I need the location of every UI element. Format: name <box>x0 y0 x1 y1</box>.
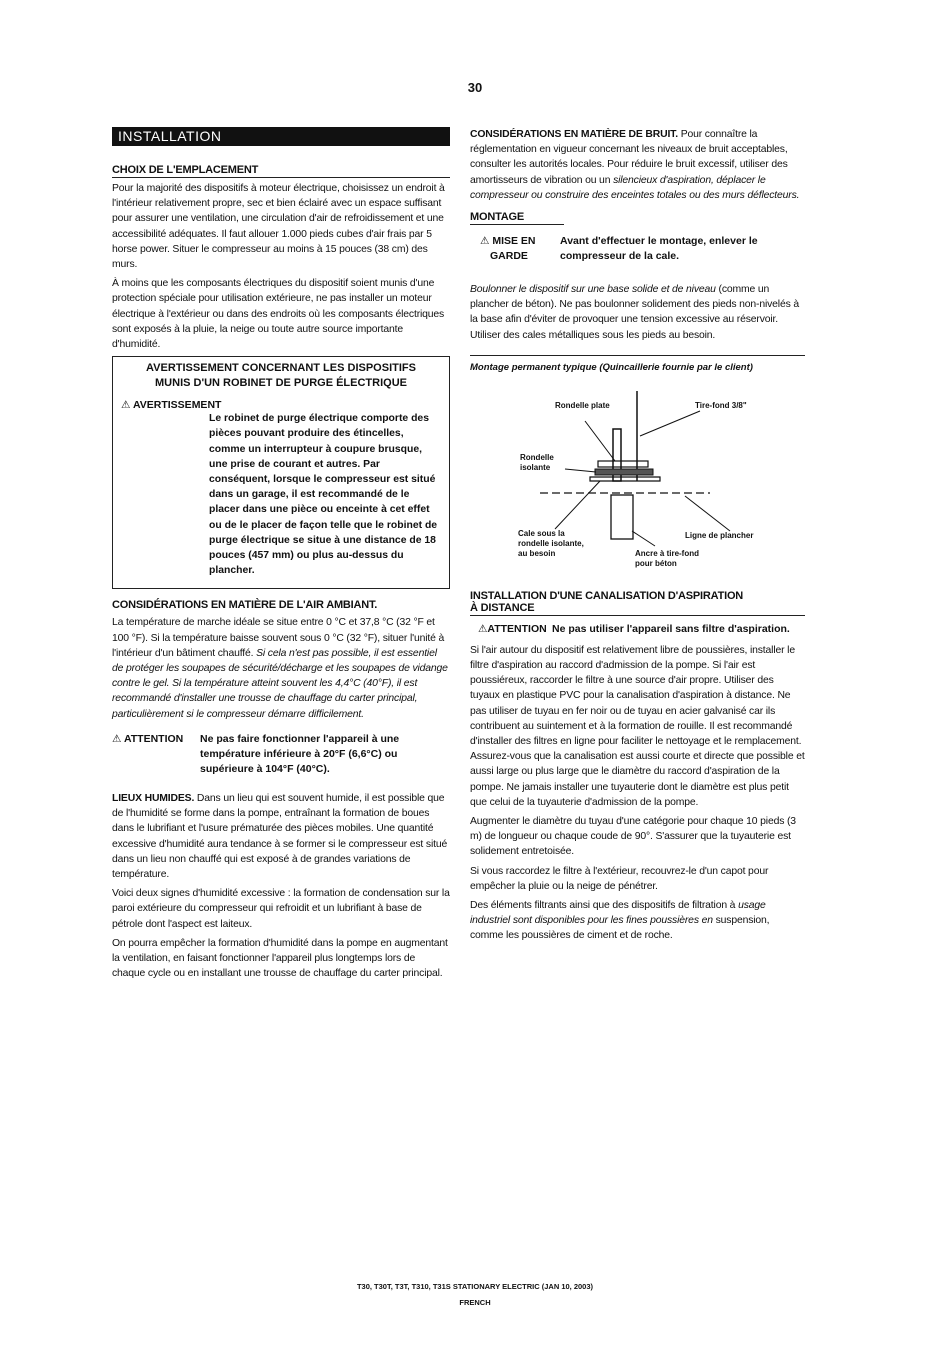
ambient-text-italic: Si cela n'est pas possible, il est essentiel de protéger les soupapes de sécurité/décharge et les soupapes de vidange contre le gel. Si la température atteint souvent les 4,4°C (40°F), il est recommandé d'installer une trousse de chauffage du carter principal, particulièrement si le compresseur démarre difficilement. <box>112 647 448 720</box>
leader-anchor <box>632 531 655 546</box>
mount-text-italic: Boulonner le dispositif sur une base solide et de niveau <box>470 284 716 296</box>
mount-paragraph <box>470 282 805 343</box>
remote-paragraph-2: Augmenter le diamètre du tuyau d'une catégorie pour chaque 10 pieds (3 m) de longueur ou chaque coude de 90°. S'assurer que la tuyauterie est solidement entretoisée. <box>470 816 796 858</box>
noise-text-plain: Pour connaître la réglementation en vigueur concernant les niveaux de bruit acceptables, consulter les autorités locales. Pour réduire le bruit excessif, utiliser des amortisseurs de vibration ou un <box>470 129 788 186</box>
remote-intake-heading-line-1: INSTALLATION D'UNE CANALISATION D'ASPIRATION <box>470 589 744 602</box>
label-shims-line-3: au besoin <box>518 548 556 558</box>
filter-caution <box>470 622 805 637</box>
label-shims-line-2: rondelle isolante, <box>518 538 584 548</box>
humid-lead: LIEUX HUMIDES. <box>112 792 195 804</box>
footer-model-line: T30, T30T, T3T, T310, T31S STATIONARY ELECTRIC (JAN 10, 2003) <box>356 1282 594 1291</box>
filter-caution-triangle-icon: ⚠ <box>478 622 488 635</box>
label-anchor-line-1: Ancre à tire-fond <box>635 548 700 558</box>
isolator-washer-shape <box>595 469 653 475</box>
humid-paragraph-1 <box>112 791 450 882</box>
warning-label <box>121 399 441 411</box>
label-shims-line-1: Cale sous la <box>518 528 565 538</box>
warning-text: Le robinet de purge électrique comporte des pièces pouvant produire des étincelles, comme un interrupteur à coupure brusque, une prise de courant et autres. Par conséquent, lorsque le compresseur est situé dans un garage, il est recommandé de le placer dans une pièce ou enceinte à cet effet ou de le placer de façon telle que le robinet de purge électrique se situe à une distance de 18 pouces (457 mm) ou plus au-dessus du plancher. <box>209 413 438 577</box>
mount-caution-label-line-2: GARDE <box>490 250 528 263</box>
filter-caution-label <box>470 622 552 637</box>
leader-plate-washer <box>585 421 615 461</box>
warning-label-text: AVERTISSEMENT <box>132 399 222 412</box>
humid-text-1: Dans un lieu qui est souvent humide, il est possible que de l'humidité se forme dans la pompe, entraînant la formation de boues dans le lubrifiant et l'usure prématurée des pièces mobiles. Une quantité excessive d'humidité aura tendance à se former si le compresseur est situé dans un lieu non chauffé qui est exposé à de grandes variations de température. <box>112 792 448 880</box>
remote-paragraph-4 <box>470 898 805 944</box>
site-heading: CHOIX DE L'EMPLACEMENT <box>112 164 450 178</box>
plate-washer-shape <box>598 461 648 467</box>
ambient-text-plain: La température de marche idéale se situe entre 0 °C et 37,8 °C (32 °F et 100 °F). Si la température baisse souvent sous 0 °C (32 °F), situer l'unité à l'intérieur d'un bâtiment chauffé. <box>112 617 445 659</box>
mount-caution-text: Avant d'effectuer le montage, enlever le compresseur de la cale. <box>560 235 758 263</box>
electric-drain-warning-box <box>112 356 450 589</box>
remote-text-4-end: suspension, comme les poussières de ciment et de roche. <box>470 915 770 942</box>
mount-caution-label-line-1: MISE EN <box>492 235 536 248</box>
mount-caution <box>470 234 805 264</box>
caution-triangle-icon: ⚠ <box>112 732 122 745</box>
label-isolator-washer <box>520 453 554 473</box>
remote-intake-heading <box>470 590 805 616</box>
remote-paragraph-1: Si l'air autour du dispositif est relativement libre de poussières, installer le filtre d'aspiration au raccord d'admission de la pompe. Si l'air est poussiéreux, raccorder le filtre à une source d'air propre. Utiliser des tuyaux en plastique PVC pour la canalisation d'aspiration à distance. Ne pas utiliser de tuyau en fer noir ou de tuyau en acier galvanisé car ils contribuent au suintement et à la formation de rouille. Il est recommandé d'installer des filtres en ligne pour faciliter le nettoyage et le remplacement. Assurez-vous que la canalisation est aussi courte et directe que possible et aussi large ou plus large que le diamètre du raccord d'aspiration de la pompe. Ne jamais installer une tuyauterie dont le diamètre est plus petit que celui de la tuyauterie d'admission de la pompe. <box>470 644 805 808</box>
leader-floor-line <box>685 496 730 531</box>
mount-caution-label <box>470 234 560 264</box>
label-anchor-line-2: pour béton <box>635 558 677 568</box>
ambient-heading: CONSIDÉRATIONS EN MATIÈRE DE L'AIR AMBIANT. <box>112 599 378 612</box>
filter-caution-label-text: ATTENTION <box>487 622 547 635</box>
remote-intake-heading-line-2: À DISTANCE <box>470 601 535 614</box>
warning-box-title <box>121 361 441 391</box>
section-title-bar: INSTALLATION <box>112 127 450 146</box>
site-paragraph-2: À moins que les composants électriques du dispositif soient munis d'une protection spéciale pour utilisation extérieure, ne pas installer un moteur électrique à l'extérieur ou dans des endroits où les composants électriques sont exposés à la pluie, la neige ou toute autre source importante d'humidité. <box>112 278 445 351</box>
label-isolator-line-2: isolante <box>520 462 551 472</box>
remote-text-4-plain: Des éléments filtrants ainsi que des dispositifs de filtration à <box>470 900 739 912</box>
label-isolator-line-1: Rondelle <box>520 452 554 462</box>
figure-caption: Montage permanent typique (Quincaillerie fournie par le client) <box>470 355 805 373</box>
label-shims <box>518 529 584 559</box>
temperature-caution <box>112 732 450 777</box>
page-number: 30 <box>467 80 483 95</box>
leader-shims <box>555 481 600 529</box>
caution-text: Ne pas faire fonctionner l'appareil à une température inférieure à 20°F (6,6°C) ou supérieure à 104°F (40°C). <box>200 732 400 775</box>
label-floor-line: Ligne de plancher <box>685 530 754 540</box>
mount-caution-triangle-icon: ⚠ <box>480 235 490 248</box>
caution-label-text: ATTENTION <box>123 732 184 745</box>
noise-text-italic: silencieux d'aspiration, déplacer le compresseur ou construire des enceintes totales ou des murs déflecteurs. <box>470 174 800 201</box>
site-paragraph-1: Pour la majorité des dispositifs à moteur électrique, choisissez un endroit à l'intérieur relativement propre, sec et bien éclairé avec un espace suffisant pour assurer une ventilation, une circulation d'air de refroidissement et une accessibilité adéquates. Il faut allouer 1.000 pieds cubes d'air frais par 5 horse power. Situer le compresseur au moins à 15 pouces (38 cm) des murs. <box>112 183 445 271</box>
ambient-paragraph <box>112 615 450 721</box>
warning-box-title-line-1: AVERTISSEMENT CONCERNANT LES DISPOSITIFS <box>146 362 416 375</box>
remote-paragraph-3: Si vous raccordez le filtre à l'extérieur, recouvrez-le d'un capot pour empêcher la pluie ou la neige de pénétrer. <box>470 865 769 892</box>
caution-label <box>112 732 200 777</box>
left-column <box>112 127 450 985</box>
label-anchor <box>635 549 699 569</box>
foot-shape <box>590 477 660 481</box>
concrete-anchor-shape <box>611 495 633 539</box>
leader-lag-bolt <box>640 411 700 436</box>
mount-text-plain: (comme un plancher de béton). Ne pas boulonner solidement des pieds non-nivelés à la base afin d'éviter de provoquer une tension excessive au réservoir. Utiliser des cales métalliques sous les pieds au besoin. <box>470 284 799 341</box>
label-plate-washer: Rondelle plate <box>555 400 610 410</box>
remote-text-4-italic: usage industriel sont disponibles pour les fines poussières en <box>470 900 766 927</box>
humid-paragraph-3: On pourra empêcher la formation d'humidité dans la pompe en augmentant la ventilation, en faisant fonctionner l'appareil plus longtemps lors de chaque cycle ou en installant une trousse de chauffage du carter principal. <box>112 937 448 980</box>
label-lag-bolt: Tire-fond 3/8" <box>695 400 747 410</box>
humid-paragraph-2: Voici deux signes d'humidité excessive : la formation de condensation sur la paroi extérieure du compresseur qui refroidit et un lubrifiant à base de pétrole dont l'aspect est laiteux. <box>112 888 450 930</box>
mount-heading: MONTAGE <box>470 211 564 225</box>
mounting-figure <box>470 381 805 576</box>
noise-heading: CONSIDÉRATIONS EN MATIÈRE DE BRUIT. <box>470 129 678 140</box>
footer-language: FRENCH <box>459 1298 491 1307</box>
leader-isolator <box>565 469 596 472</box>
filter-caution-text: Ne pas utiliser l'appareil sans filtre d'aspiration. <box>552 622 790 635</box>
warning-box-title-line-2: MUNIS D'UN ROBINET DE PURGE ÉLECTRIQUE <box>155 377 407 390</box>
warning-triangle-icon: ⚠ <box>121 399 131 412</box>
noise-paragraph <box>470 127 805 203</box>
right-column <box>470 127 805 948</box>
